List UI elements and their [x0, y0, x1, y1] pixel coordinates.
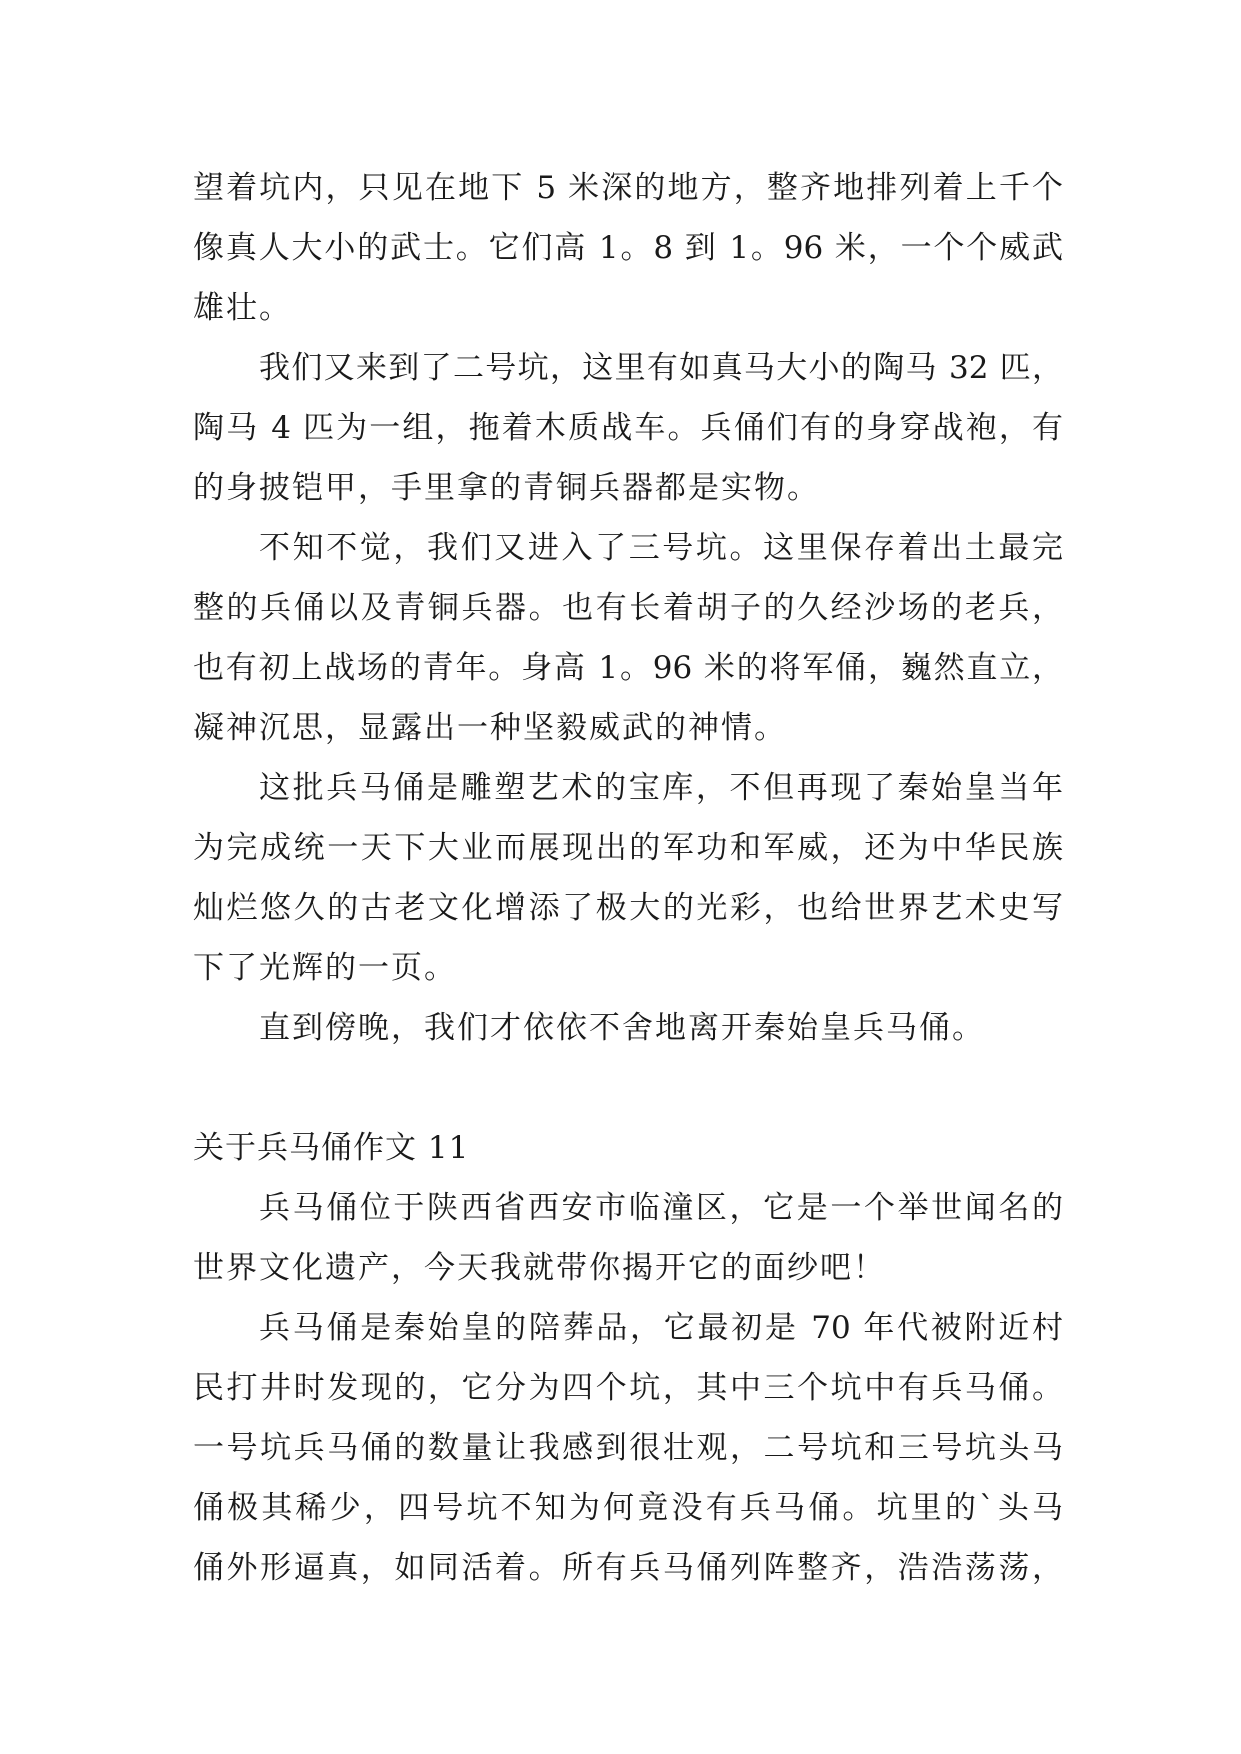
- text-line: 下了光辉的一页。: [193, 950, 457, 986]
- text-line: 直到傍晚，我们才依依不舍地离开秦始皇兵马俑。: [259, 1010, 985, 1046]
- paragraph-2: [193, 338, 1063, 518]
- paragraph-1: [193, 158, 1063, 338]
- text-line: 雄壮。: [193, 290, 292, 326]
- text-line: 不知不觉，我们又进入了三号坑。这里保存着出土最完: [259, 530, 1063, 566]
- document-body: [193, 158, 1063, 1598]
- text-line: 这批兵马俑是雕塑艺术的宝库，不但再现了秦始皇当年: [259, 770, 1063, 806]
- paragraph-5: [193, 998, 1063, 1058]
- text-line: 陶马 4 匹为一组，拖着木质战车。兵俑们有的身穿战袍，有: [193, 410, 1063, 446]
- text-line: 为完成统一天下大业而展现出的军功和军威，还为中华民族: [193, 830, 1063, 866]
- text-line: 整的兵俑以及青铜兵器。也有长着胡子的久经沙场的老兵，: [193, 590, 1063, 626]
- text-line: 凝神沉思，显露出一种坚毅威武的神情。: [193, 710, 787, 746]
- text-line: 兵马俑是秦始皇的陪葬品，它最初是 70 年代被附近村: [259, 1310, 1063, 1346]
- paragraph-6: [193, 1178, 1063, 1298]
- text-line: 像真人大小的武士。它们高 1。8 到 1。96 米，一个个威武: [193, 230, 1063, 266]
- paragraph-7: [193, 1298, 1063, 1598]
- section-spacer: [193, 1058, 1063, 1118]
- text-line: 的身披铠甲，手里拿的青铜兵器都是实物。: [193, 470, 820, 506]
- text-line: 灿烂悠久的古老文化增添了极大的光彩，也给世界艺术史写: [193, 890, 1063, 926]
- text-line: 也有初上战场的青年。身高 1。96 米的将军俑，巍然直立，: [193, 650, 1063, 686]
- paragraph-4: [193, 758, 1063, 998]
- text-line: 世界文化遗产，今天我就带你揭开它的面纱吧！: [193, 1250, 886, 1286]
- text-line: 俑极其稀少，四号坑不知为何竟没有兵马俑。坑里的`头马: [193, 1490, 1063, 1526]
- paragraph-3: [193, 518, 1063, 758]
- text-line: 我们又来到了二号坑，这里有如真马大小的陶马 32 匹，: [259, 350, 1063, 386]
- text-line: 俑外形逼真，如同活着。所有兵马俑列阵整齐，浩浩荡荡，: [193, 1550, 1063, 1586]
- text-line: 一号坑兵马俑的数量让我感到很壮观，二号坑和三号坑头马: [193, 1430, 1063, 1466]
- text-line: 兵马俑位于陕西省西安市临潼区，它是一个举世闻名的: [259, 1190, 1063, 1226]
- text-line: 望着坑内，只见在地下 5 米深的地方，整齐地排列着上千个: [193, 170, 1063, 206]
- section-title: 关于兵马俑作文 11: [193, 1130, 470, 1166]
- text-line: 民打井时发现的，它分为四个坑，其中三个坑中有兵马俑。: [193, 1370, 1063, 1406]
